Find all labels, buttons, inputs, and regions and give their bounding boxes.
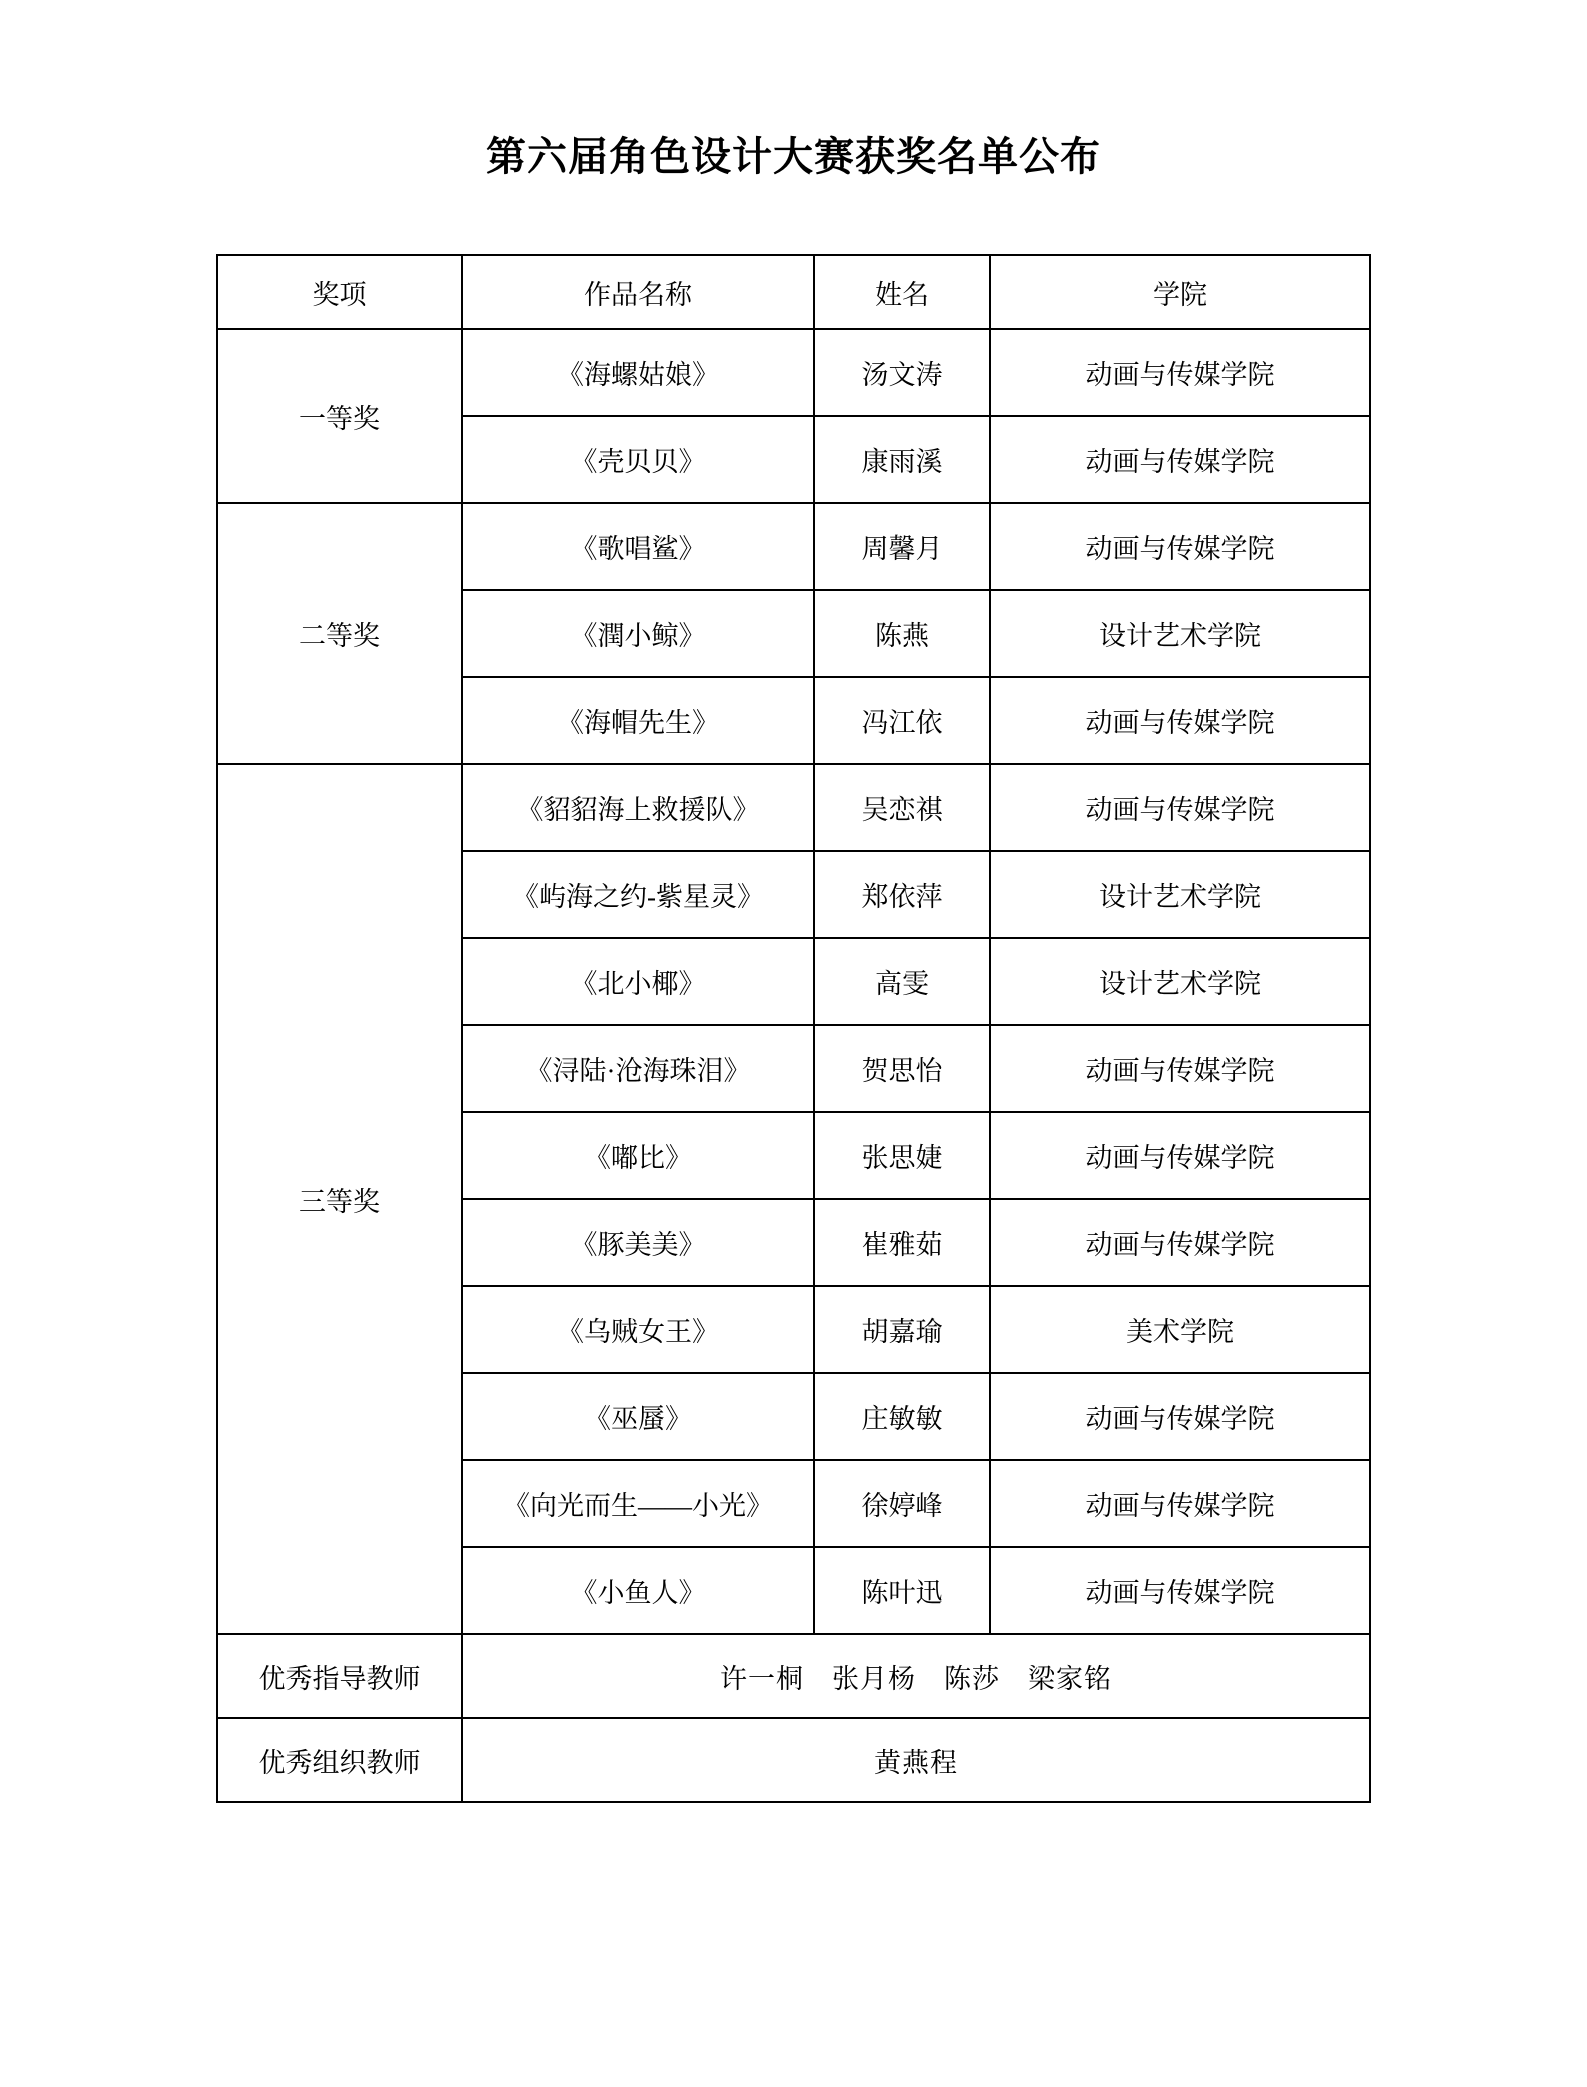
page-title: 第六届角色设计大赛获奖名单公布 — [486, 134, 1101, 179]
name-cell: 崔雅茹 — [814, 1199, 990, 1286]
name-cell: 郑依萍 — [814, 851, 990, 938]
table-row — [217, 503, 1370, 590]
name-cell: 胡嘉瑜 — [814, 1286, 990, 1373]
school-cell: 动画与传媒学院 — [990, 1025, 1370, 1112]
school-cell: 动画与传媒学院 — [990, 677, 1370, 764]
prize-cell: 二等奖 — [217, 503, 462, 764]
name-cell: 高雯 — [814, 938, 990, 1025]
work-cell: 《壳贝贝》 — [462, 416, 814, 503]
school-cell: 动画与传媒学院 — [990, 503, 1370, 590]
work-cell: 《嘟比》 — [462, 1112, 814, 1199]
school-cell: 设计艺术学院 — [990, 938, 1370, 1025]
school-cell: 动画与传媒学院 — [990, 1373, 1370, 1460]
work-cell: 《巫蜃》 — [462, 1373, 814, 1460]
table-row — [217, 764, 1370, 851]
work-cell: 《浔陆·沧海珠泪》 — [462, 1025, 814, 1112]
school-cell: 动画与传媒学院 — [990, 1460, 1370, 1547]
name-cell: 汤文涛 — [814, 329, 990, 416]
school-cell: 动画与传媒学院 — [990, 1547, 1370, 1634]
school-cell: 设计艺术学院 — [990, 851, 1370, 938]
award-table-container — [0, 254, 1587, 1803]
work-cell: 《歌唱鲨》 — [462, 503, 814, 590]
name-cell: 庄敏敏 — [814, 1373, 990, 1460]
column-header-work: 作品名称 — [462, 255, 814, 329]
work-cell: 《向光而生——小光》 — [462, 1460, 814, 1547]
name-cell: 周馨月 — [814, 503, 990, 590]
name-cell: 徐婷峰 — [814, 1460, 990, 1547]
name-cell: 康雨溪 — [814, 416, 990, 503]
work-cell: 《小鱼人》 — [462, 1547, 814, 1634]
work-cell: 《乌贼女王》 — [462, 1286, 814, 1373]
school-cell: 美术学院 — [990, 1286, 1370, 1373]
table-row — [217, 1634, 1370, 1718]
work-cell: 《潤小鲸》 — [462, 590, 814, 677]
document-page — [0, 125, 1587, 2087]
name-cell: 陈叶迅 — [814, 1547, 990, 1634]
name-cell: 张思婕 — [814, 1112, 990, 1199]
school-cell: 设计艺术学院 — [990, 590, 1370, 677]
school-cell: 动画与传媒学院 — [990, 1199, 1370, 1286]
school-cell: 动画与传媒学院 — [990, 416, 1370, 503]
school-cell: 动画与传媒学院 — [990, 329, 1370, 416]
footer-value-cell: 许一桐 张月杨 陈莎 梁家铭 — [462, 1634, 1370, 1718]
school-cell: 动画与传媒学院 — [990, 1112, 1370, 1199]
work-cell: 《北小椰》 — [462, 938, 814, 1025]
table-row — [217, 1718, 1370, 1802]
work-cell: 《貂貂海上救援队》 — [462, 764, 814, 851]
work-cell: 《屿海之约-紫星灵》 — [462, 851, 814, 938]
column-header-school: 学院 — [990, 255, 1370, 329]
work-cell: 《海帽先生》 — [462, 677, 814, 764]
footer-label-cell: 优秀组织教师 — [217, 1718, 462, 1802]
work-cell: 《豚美美》 — [462, 1199, 814, 1286]
column-header-prize: 奖项 — [217, 255, 462, 329]
name-cell: 贺思怡 — [814, 1025, 990, 1112]
work-cell: 《海螺姑娘》 — [462, 329, 814, 416]
name-cell: 吴恋祺 — [814, 764, 990, 851]
prize-cell: 三等奖 — [217, 764, 462, 1634]
footer-value-cell: 黄燕程 — [462, 1718, 1370, 1802]
table-row — [217, 329, 1370, 416]
award-table — [216, 254, 1371, 1803]
prize-cell: 一等奖 — [217, 329, 462, 503]
name-cell: 冯江依 — [814, 677, 990, 764]
name-cell: 陈燕 — [814, 590, 990, 677]
table-header-row — [217, 255, 1370, 329]
school-cell: 动画与传媒学院 — [990, 764, 1370, 851]
footer-label-cell: 优秀指导教师 — [217, 1634, 462, 1718]
column-header-name: 姓名 — [814, 255, 990, 329]
